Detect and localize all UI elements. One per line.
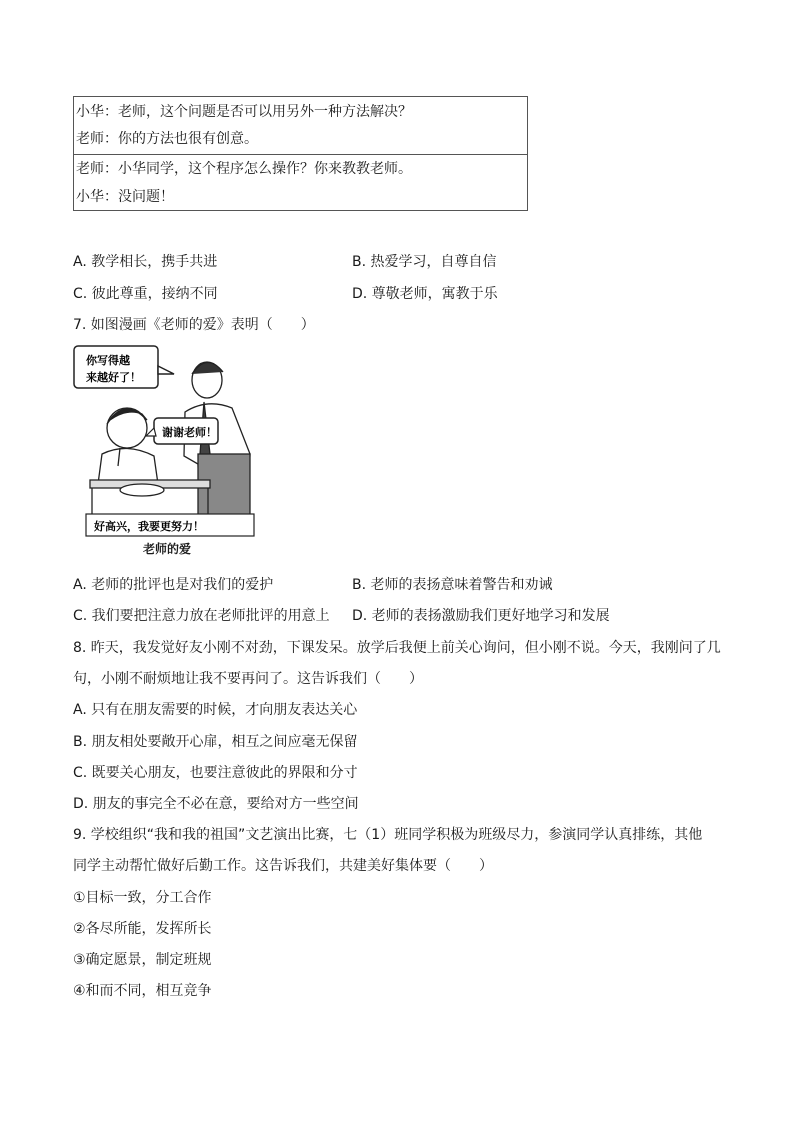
q6-option-d: D. 尊敬老师，寓教于乐 [352,286,498,302]
cartoon-title: 老师的爱 [142,542,191,556]
q7-option-c: C. 我们要把注意力放在老师批评的用意上 [73,608,330,624]
dialogue-line: 小华：老师，这个问题是否可以用另外一种方法解决？ [76,104,412,120]
dialogue-line: 老师：你的方法也很有创意。 [76,131,258,147]
dialogue-line: 老师：小华同学，这个程序怎么操作？你来教教老师。 [76,161,412,177]
q7-stem: 7. 如图漫画《老师的爱》表明（ ） [73,317,315,333]
q8-stem: 句，小刚不耐烦地让我不要再问了。这告诉我们（ ） [73,671,423,687]
q8-option-d: D. 朋友的事完全不必在意，要给对方一些空间 [73,796,359,812]
q7-option-a: A. 老师的批评也是对我们的爱护 [73,577,274,593]
cartoon-caption-bar [86,514,254,536]
q6-option-a: A. 教学相长，携手共进 [73,254,218,270]
dialogue-line: 小华：没问题！ [76,189,174,205]
q8-option-b: B. 朋友相处要敞开心扉，相互之间应毫无保留 [73,734,358,750]
q9-item: ②各尽所能，发挥所长 [73,921,212,937]
desk [90,480,210,514]
q7-option-d: D. 老师的表扬激励我们更好地学习和发展 [352,608,610,624]
q8-option-a: A. 只有在朋友需要的时候，才向朋友表达关心 [73,702,358,718]
q9-stem: 9. 学校组织“我和我的祖国”文艺演出比赛，七（1）班同学积极为班级尽力，参演同学认真排练，其他 [73,827,703,843]
q6-option-b: B. 热爱学习，自尊自信 [352,254,497,270]
q9-item: ③确定愿景，制定班规 [73,952,212,968]
dialogue-table [73,96,528,211]
teacher-speech-bubble [74,346,174,388]
q8-option-c: C. 既要关心朋友，也要注意彼此的界限和分寸 [73,765,358,781]
teacher-love-cartoon [72,344,262,564]
teacher-bubble-text: 你写得越 [86,354,130,367]
q9-stem: 同学主动帮忙做好后勤工作。这告诉我们，共建美好集体要（ ） [73,858,493,874]
caption-text: 好高兴，我要更努力！ [94,520,204,533]
table-divider [74,154,527,155]
student-bubble-text: 谢谢老师！ [162,426,217,439]
teacher-bubble-text: 来越好了！ [86,371,141,384]
student-speech-bubble [146,418,218,444]
q7-option-b: B. 老师的表扬意味着警告和劝诫 [352,577,553,593]
q9-item: ④和而不同，相互竞争 [73,983,212,999]
q6-option-c: C. 彼此尊重，接纳不同 [73,286,218,302]
q9-item: ①目标一致，分工合作 [73,890,212,906]
student-figure [98,408,158,484]
q8-stem: 8. 昨天，我发觉好友小刚不对劲，下课发呆。放学后我便上前关心询问，但小刚不说。今天，我刚问了几 [73,640,721,656]
